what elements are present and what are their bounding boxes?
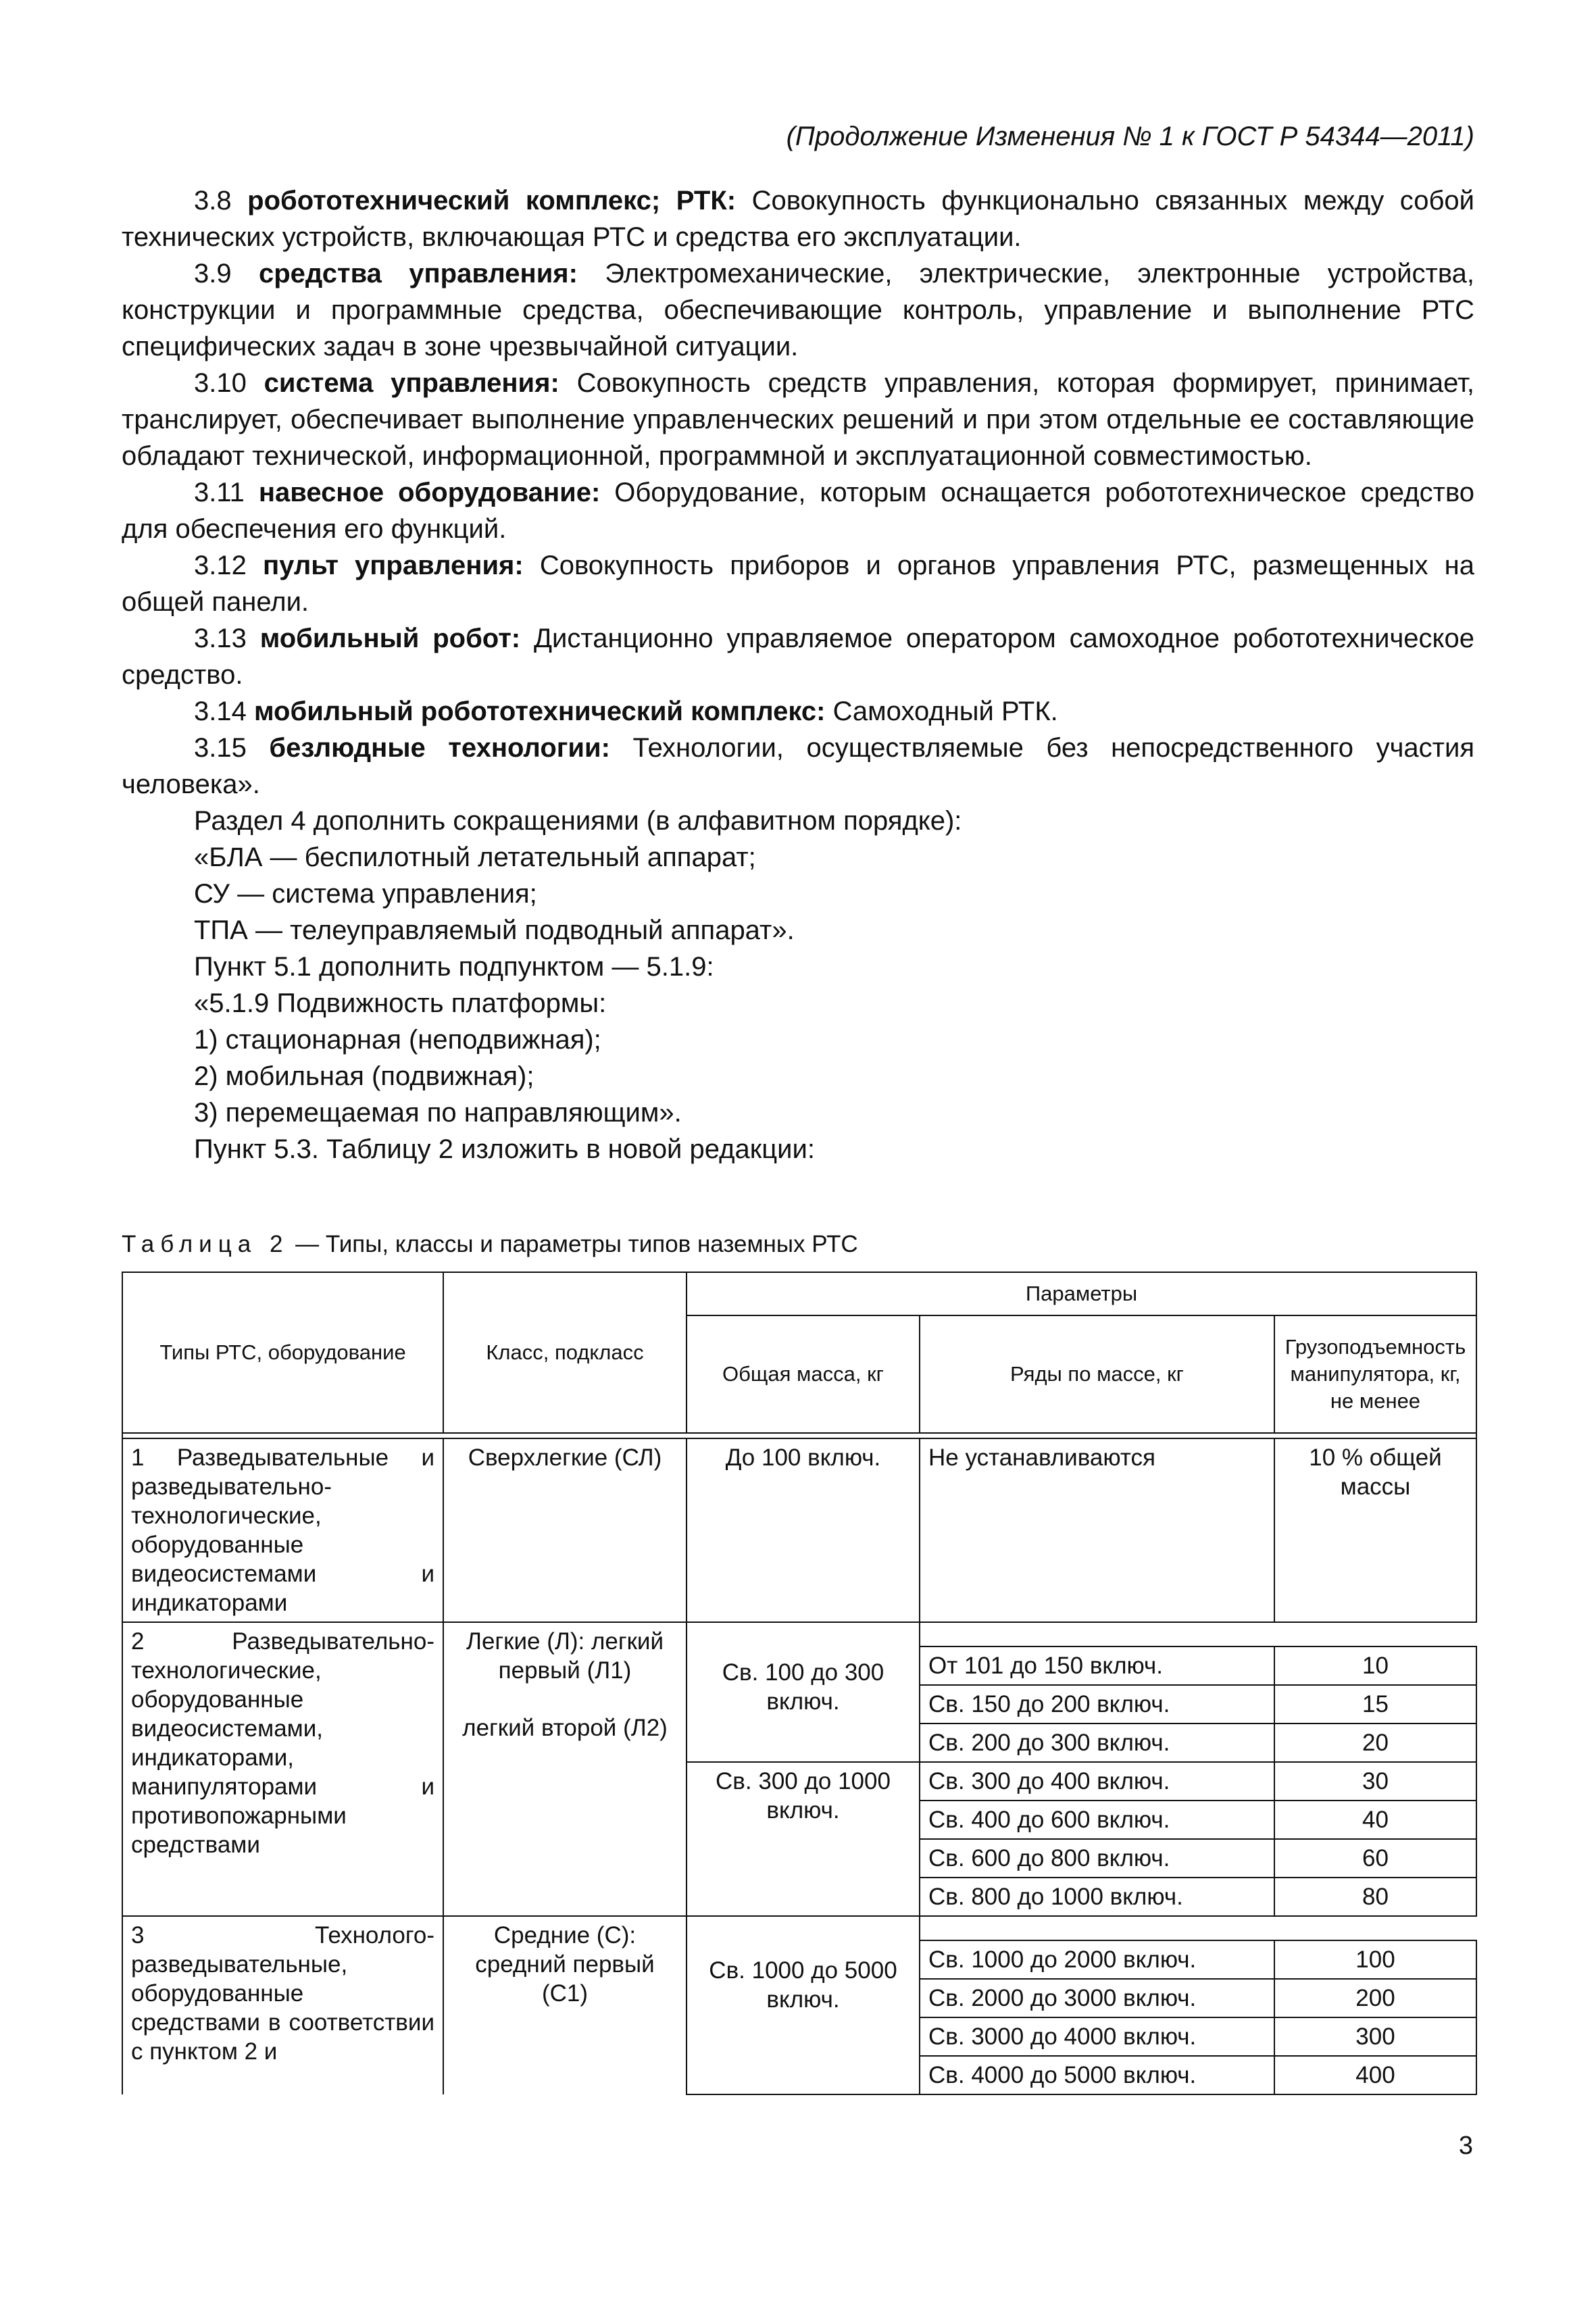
body-text <box>122 182 1474 1167</box>
definition-3-13: 3.13 мобильный робот: Дистанционно управляемое оператором самоходное робототехническое средство. <box>122 624 1474 690</box>
term: безлюдные технологии: <box>269 733 610 763</box>
header-mass: Общая масса, кг <box>687 1315 920 1433</box>
header-rows-mass: Ряды по массе, кг <box>920 1315 1274 1433</box>
rows-mass-cell: Св. 800 до 1000 включ. <box>920 1878 1274 1916</box>
rows-mass-cell: Св. 3000 до 4000 включ. <box>920 2017 1274 2056</box>
rows-mass-cell: Св. 2000 до 3000 включ. <box>920 1979 1274 2017</box>
mass-cell: Св. 300 до 1000 включ. <box>687 1762 920 1916</box>
header-params: Параметры <box>687 1272 1476 1315</box>
definition-3-14: 3.14 мобильный робототехнический комплекс: Самоходный РТК. <box>194 697 1058 726</box>
class-a: Легкие (Л): легкий первый (Л1) <box>466 1628 664 1684</box>
rows-mass-cell: Св. 400 до 600 включ. <box>920 1801 1274 1839</box>
definition-3-15: 3.15 безлюдные технологии: Технологии, осуществляемые без непосредственного участия человека». <box>122 733 1474 799</box>
capacity-cell: 300 <box>1274 2017 1476 2056</box>
rows-mass-cell: Св. 1000 до 2000 включ. <box>920 1940 1274 1979</box>
type-cell: 3 Технолого-разведывательные, оборудованные средствами в соответствии с пунктом 2 и <box>122 1916 443 2094</box>
header-capacity: Грузоподъемность манипулятора, кг, не менее <box>1274 1315 1476 1433</box>
term: мобильный робот: <box>259 624 521 653</box>
rows-mass-cell: Св. 600 до 800 включ. <box>920 1839 1274 1878</box>
rows-mass-cell: Св. 300 до 400 включ. <box>920 1762 1274 1801</box>
rows-mass-cell: От 101 до 150 включ. <box>920 1646 1274 1685</box>
text-line: Пункт 5.3. Таблицу 2 изложить в новой редакции: <box>194 1134 815 1164</box>
definition-3-12: 3.12 пульт управления: Совокупность приборов и органов управления РТС, размещенных на общей панели. <box>122 551 1474 617</box>
mass-cell: До 100 включ. <box>687 1438 920 1622</box>
type-cell: 2 Разведывательно-технологические, оборудованные видеосистемами, индикаторами, манипуляторами и противопожарными средствами <box>122 1622 443 1916</box>
term: навесное оборудование: <box>258 478 601 507</box>
table-caption: Таблица 2 — Типы, классы и параметры типов наземных РТС <box>122 1231 858 1257</box>
text-line: «БЛА — беспилотный летательный аппарат; <box>194 842 756 872</box>
capacity-cell: 80 <box>1274 1878 1476 1916</box>
text-line: «5.1.9 Подвижность платформы: <box>194 988 607 1018</box>
running-header: (Продолжение Изменения № 1 к ГОСТ Р 54344—2011) <box>786 122 1474 151</box>
page-number: 3 <box>1458 2132 1473 2160</box>
mass-cell: Св. 100 до 300 включ. <box>687 1622 920 1762</box>
type-cell: 1 Разведывательные и разведывательно-технологические, оборудованные видеосистемами и индикаторами <box>122 1438 443 1622</box>
term: мобильный робототехнический комплекс: <box>253 697 826 726</box>
capacity-cell: 60 <box>1274 1839 1476 1878</box>
mass-cell: Св. 1000 до 5000 включ. <box>687 1916 920 2094</box>
capacity-cell: 100 <box>1274 1940 1476 1979</box>
class-b: легкий второй (Л2) <box>462 1715 668 1741</box>
text-line: ТПА — телеуправляемый подводный аппарат». <box>194 915 795 945</box>
rows-mass-cell: Св. 150 до 200 включ. <box>920 1685 1274 1724</box>
definition-3-10: 3.10 система управления: Совокупность средств управления, которая формирует, принимает, транслирует, обеспечивает выполнение управленческих решений и при этом отдельные ее составляющие обладают технической, информационной, программной и эксплуатационной совместимостью. <box>122 368 1474 471</box>
term: средства управления: <box>258 259 578 288</box>
text-line: Раздел 4 дополнить сокращениями (в алфавитном порядке): <box>194 806 962 836</box>
text-line: 3) перемещаемая по направляющим». <box>194 1098 682 1128</box>
capacity-cell: 400 <box>1274 2056 1476 2094</box>
capacity-cell: 200 <box>1274 1979 1476 2017</box>
capacity-cell: 40 <box>1274 1801 1476 1839</box>
header-class: Класс, подкласс <box>443 1272 687 1433</box>
definition-3-11: 3.11 навесное оборудование: Оборудование, которым оснащается робототехническое средство для обеспечения его функций. <box>122 478 1474 544</box>
definition-3-9: 3.9 средства управления: Электромеханические, электрические, электронные устройства, конструкции и программные средства, обеспечивающие контроль, управление и выполнение РТС специфических задач в зоне чрезвычайной ситуации. <box>122 259 1474 361</box>
header-type: Типы РТС, оборудование <box>122 1272 443 1433</box>
term: система управления: <box>264 368 559 398</box>
table-row <box>122 1916 1476 1940</box>
capacity-cell: 30 <box>1274 1762 1476 1801</box>
term: робототехнический комплекс; РТК: <box>247 186 737 216</box>
capacity-cell: 15 <box>1274 1685 1476 1724</box>
rts-types-table <box>122 1272 1477 2095</box>
text-line: Пункт 5.1 дополнить подпунктом — 5.1.9: <box>194 952 714 982</box>
rows-mass-cell: Св. 200 до 300 включ. <box>920 1724 1274 1762</box>
rows-mass-cell: Св. 4000 до 5000 включ. <box>920 2056 1274 2094</box>
table-row <box>122 1622 1476 1646</box>
class-cell: Средние (С): средний первый (С1) <box>443 1916 687 2094</box>
capacity-cell: 10 <box>1274 1646 1476 1685</box>
table-row <box>122 1438 1476 1622</box>
capacity-cell: 10 % общей массы <box>1274 1438 1476 1622</box>
rows-mass-cell: Не устанавливаются <box>920 1438 1274 1622</box>
text-line: СУ — система управления; <box>194 879 537 909</box>
term: пульт управления: <box>262 551 524 580</box>
text-line: 1) стационарная (неподвижная); <box>194 1025 601 1055</box>
text-line: 2) мобильная (подвижная); <box>194 1061 534 1091</box>
table-header-row <box>122 1272 1476 1315</box>
capacity-cell: 20 <box>1274 1724 1476 1762</box>
class-cell: Сверхлегкие (СЛ) <box>443 1438 687 1622</box>
class-cell <box>443 1622 687 1916</box>
definition-3-8: 3.8 робототехнический комплекс; РТК: Совокупность функционально связанных между собой технических устройств, включающая РТС и средства его эксплуатации. <box>122 186 1474 252</box>
header-gap <box>122 1433 1476 1438</box>
